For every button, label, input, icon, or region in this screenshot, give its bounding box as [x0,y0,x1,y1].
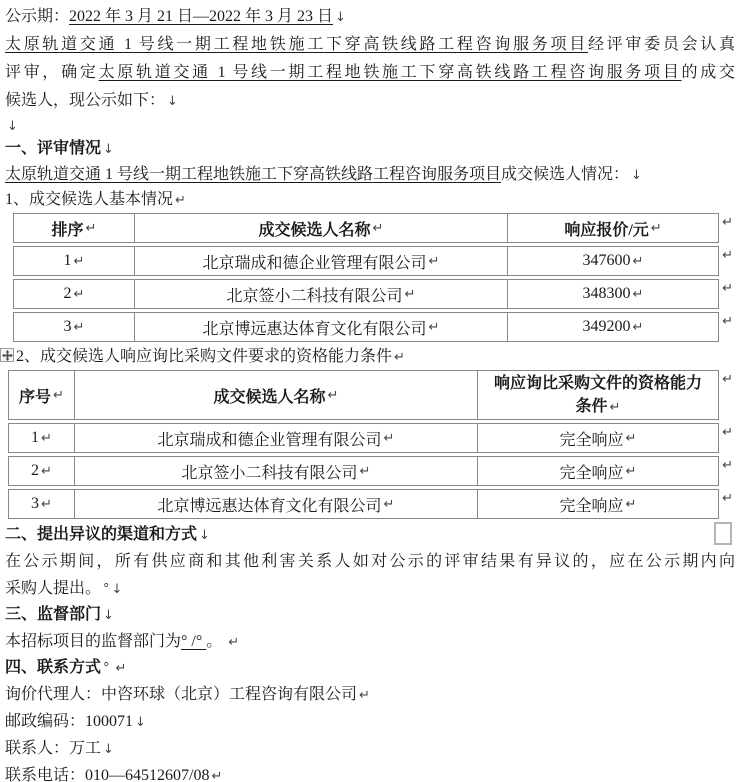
cell-text: 349200 [582,318,631,335]
phone-value: 010—64512607/08 [85,767,210,782]
cell-text: 北京博远惠达体育文化有限公司 [157,497,382,515]
agent-label: 询价代理人： [5,686,102,703]
company-cell [74,490,477,518]
cell-text: 北京瑞成和德企业管理有限公司 [202,254,427,272]
no-cell [9,490,74,518]
cell-end-mark: ↵ [372,220,384,236]
header-cell-price [507,214,718,242]
line-break-mark: ↓ [167,94,178,109]
row-end-mark: ↵ [722,281,733,296]
cell-text: 完全响应 [559,497,624,515]
objection-text: 在公示期间，所有供应商和其他利害关系人如对公示的评审结果有异议的，应在公示期内向 [5,553,735,570]
company-cell [134,280,507,308]
header-text: 序号 [19,388,52,406]
section4-heading [0,655,740,681]
postal-label: 邮政编码： [5,713,86,730]
intro-text: 的成交 [681,64,735,81]
table-row [8,423,733,453]
line-break-mark: ↓ [199,528,210,543]
agent-line [0,681,740,708]
section1-heading-text: 一、评审情况 [5,140,102,157]
person-label: 联系人： [5,740,70,757]
cell-end-mark: ↵ [73,253,85,269]
cell-end-mark: ↵ [85,220,97,236]
header-text: 成交候选人名称 [213,388,326,406]
section3-heading-text: 三、监督部门 [5,606,102,623]
project-name-underlined: 太原轨道交通 1 号线一期工程地铁施工下穿高铁线路工程咨询服务项目 [5,36,588,53]
cell-end-mark: ↵ [625,496,637,512]
line-break-mark: ↓ [111,582,123,597]
objection-line-2 [0,575,740,602]
company-cell [74,424,477,452]
qualification-table [8,370,733,519]
candidates-price-table [13,213,733,342]
cell-text: 北京签小二科技有限公司 [181,464,358,482]
header-cell-rank [14,214,134,242]
line-break-mark: ↓ [631,168,642,183]
cell-text: 北京博远惠达体育文化有限公司 [202,320,427,338]
cell-text: 1 [31,429,40,446]
cell-end-mark: ↵ [632,286,644,302]
person-value: 万工 [69,740,102,757]
subsection2-text: 2、成交候选人响应询比采购文件要求的资格能力条件 [16,348,393,365]
cell-text: 完全响应 [559,431,624,449]
table-move-handle[interactable] [0,348,14,362]
cell-end-mark: ↵ [428,319,440,335]
company-cell [134,247,507,275]
section3-heading [0,602,740,628]
publicity-period-dates: 2022 年 3 月 21 日—2022 年 3 月 23 日 [69,8,334,25]
supervision-text: 本招标项目的监督部门为 [5,633,182,650]
subsection1-text: 1、成交候选人基本情况 [5,191,174,208]
cell-end-mark: ↵ [609,399,621,415]
price-cell [507,280,718,308]
header-text: 成交候选人名称 [258,221,371,239]
move-arrows-icon [2,350,13,361]
intro-text: 候选人，现公示如下： [5,92,166,109]
cell-text: 2 [31,462,40,479]
company-cell [134,313,507,341]
header-text: 排序 [51,221,84,239]
row-end-mark: ↵ [722,248,733,263]
intro-line-3 [0,87,740,115]
cell-end-mark: ↵ [383,430,395,446]
paragraph-mark: ↵ [228,635,240,650]
cell-end-mark: ↵ [41,496,52,512]
cell-text: 347600 [582,252,631,269]
line-break-mark: ↓ [7,119,18,134]
section4-heading-text: 四、联系方式 [5,659,102,676]
price-cell [507,313,718,341]
fullwidth-space-mark: ° [103,661,110,676]
line-break-mark: ↓ [103,742,114,757]
cell-end-mark: ↵ [650,220,662,236]
table-row [13,246,733,276]
table-row [13,279,733,309]
line-break-mark: ↓ [335,10,346,25]
cell-end-mark: ↵ [404,286,416,302]
header-cell-name [74,371,477,419]
phone-line [0,762,740,782]
phone-label: 联系电话： [5,767,86,782]
response-cell [477,457,718,485]
table-header-row [13,213,733,243]
publicity-period-line [0,3,740,31]
no-cell [9,424,74,452]
table-row [8,456,733,486]
supervision-line [0,628,740,655]
cell-end-mark: ↵ [359,463,371,479]
paragraph-mark: ↵ [394,350,405,365]
section2-heading [0,522,740,548]
header-line2 [576,395,621,419]
objection-line-1 [0,548,740,575]
status-text: 成交候选人情况： [501,166,630,183]
paragraph-mark: ↵ [359,688,370,703]
cell-text: 北京签小二科技有限公司 [226,287,403,305]
cell-text: 3 [31,495,40,512]
project-name-underlined: 太原轨道交通 1 号线一期工程地铁施工下穿高铁线路工程咨询服务项目 [5,166,502,183]
cell-end-mark: ↵ [632,319,644,335]
cell-end-mark: ↵ [41,430,52,446]
header-cell-no [9,371,74,419]
table-row [13,312,733,342]
line-break-mark: ↓ [103,142,114,157]
supervision-period: 。 [206,633,223,650]
line-break-mark: ↓ [103,608,114,623]
cell-text: 北京瑞成和德企业管理有限公司 [157,431,382,449]
cell-text: 3 [63,318,72,335]
header-text: 响应报价/元 [564,221,649,239]
row-end-mark: ↵ [722,491,733,506]
rank-cell [14,280,134,308]
intro-line-1 [0,31,740,59]
header-cell-name [134,214,507,242]
intro-text: 评审，确定 [5,64,99,81]
cell-end-mark: ↵ [73,319,85,335]
cell-text: 完全响应 [559,464,624,482]
cell-end-mark: ↵ [73,286,85,302]
supervision-blank-underlined: ° /° [181,633,207,650]
cell-end-mark: ↵ [327,387,339,403]
no-cell [9,457,74,485]
cell-text: 1 [63,252,72,269]
response-cell [477,424,718,452]
cell-text: 2 [63,285,72,302]
header-line1 [494,372,702,395]
table-header-row [8,370,733,420]
agent-value: 中咨环球（北京）工程咨询有限公司 [101,686,358,703]
fullwidth-space-mark: ° [103,582,110,597]
company-cell [74,457,477,485]
header-cell-qualification [477,371,718,419]
intro-text: 经评审委员会认真 [587,36,735,53]
contact-person-line [0,735,740,762]
line-break-mark: ↓ [135,715,146,730]
row-end-mark: ↵ [722,425,733,440]
rank-cell [14,247,134,275]
objection-text: 采购人提出。 [5,580,102,597]
empty-line [0,115,740,136]
cell-end-mark: ↵ [41,463,52,479]
response-cell [477,490,718,518]
cell-text: 348300 [582,285,631,302]
section2-heading-text: 二、提出异议的渠道和方式 [5,526,198,543]
cell-end-mark: ↵ [632,253,644,269]
subsection2-title [0,344,740,370]
row-end-mark: ↵ [722,458,733,473]
cell-end-mark: ↵ [53,387,64,403]
project-name-underlined: 太原轨道交通 1 号线一期工程地铁施工下穿高铁线路工程咨询服务项目 [98,64,682,81]
section1-status-line [0,162,740,188]
header-text: 响应询比采购文件的资格能力 [493,374,702,392]
rank-cell [14,313,134,341]
cell-end-mark: ↵ [428,253,440,269]
table-row [8,489,733,519]
subsection1-title [0,188,740,212]
paragraph-mark: ↵ [175,193,186,208]
paragraph-mark: ↵ [115,661,127,676]
price-cell [507,247,718,275]
postal-value: 100071 [85,713,134,730]
cell-end-mark: ↵ [383,496,395,512]
intro-line-2 [0,59,740,87]
row-end-mark: ↵ [722,215,733,230]
postal-line [0,708,740,735]
cell-end-mark: ↵ [625,430,637,446]
section1-heading [0,136,740,162]
header-text: 条件 [575,397,608,415]
row-end-mark: ↵ [722,314,733,329]
row-end-mark: ↵ [722,372,733,387]
paragraph-mark: ↵ [211,769,223,782]
publicity-period-label: 公示期： [5,8,70,25]
cell-end-mark: ↵ [625,463,637,479]
